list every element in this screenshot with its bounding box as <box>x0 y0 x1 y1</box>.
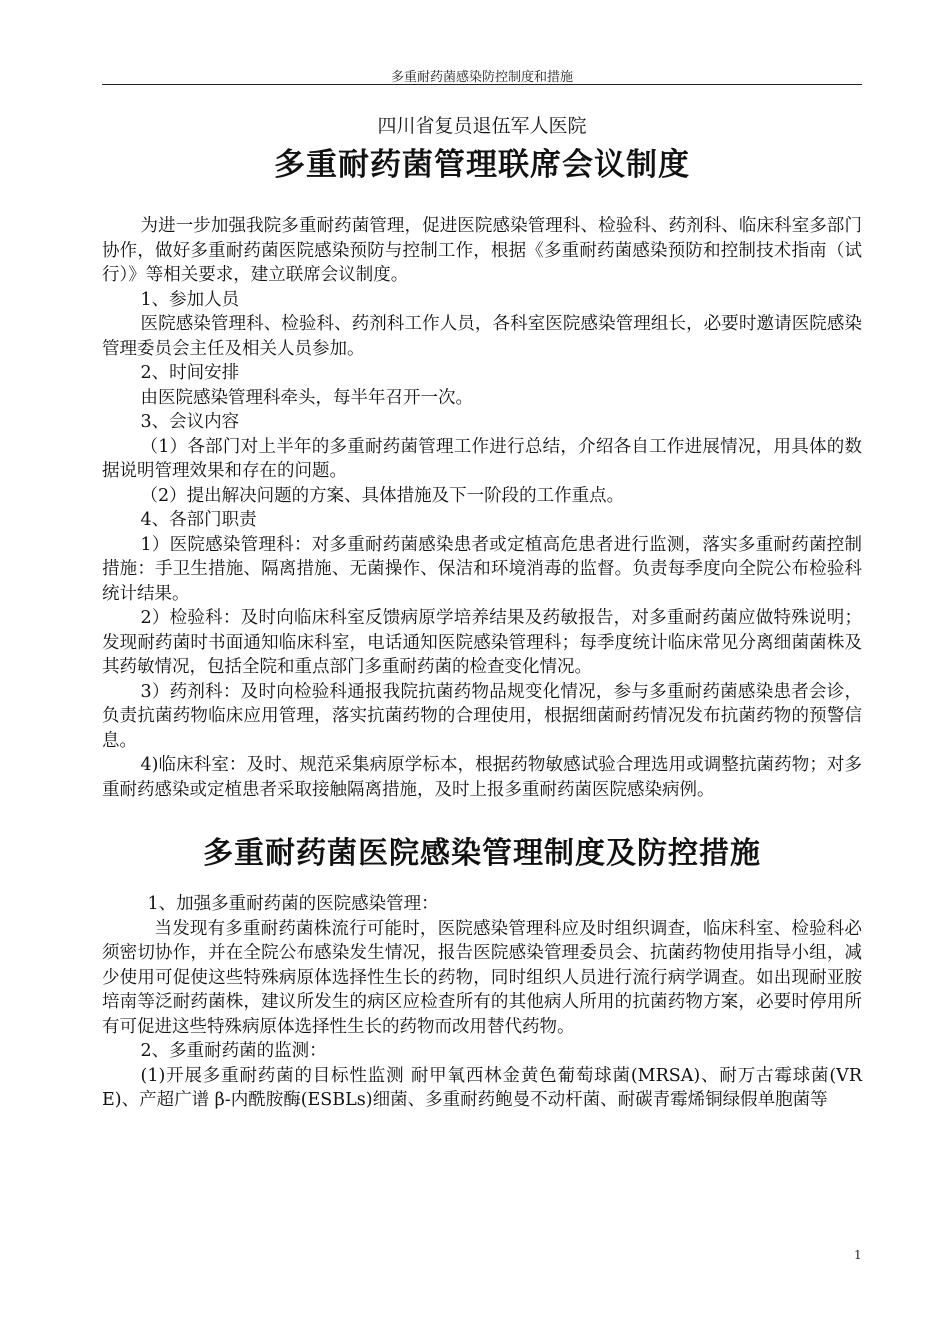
heading-duties: 4、各部门职责 <box>140 510 257 530</box>
paragraph: 3）药剂科：及时向检验科通报我院抗菌药物品规变化情况，参与多重耐药菌感染患者会诊，负责抗菌药物临床应用管理，落实抗菌药物的合理使用，根据细菌耐药情况发布抗菌药物的预警信息。 <box>102 681 862 751</box>
heading-meeting-content: 3、会议内容 <box>140 412 240 432</box>
paragraph: 医院感染管理科、检验科、药剂科工作人员，各科室医院感染管理组长，必要时邀请医院感染管理委员会主任及相关人员参加。 <box>102 314 862 359</box>
paragraph: 当发现有多重耐药菌株流行可能时，医院感染管理科应及时组织调查，临床科室、检验科必须密切协作，并在全院公布感染发生情况，报告医院感染管理委员会、抗菌药物使用指导小组，减少使用可促使这些特殊病原体选择性生长的药物，同时组织人员进行流行病学调查。如出现耐亚胺培南等泛耐药菌株，建议所发生的病区应检查所有的其他病人所用的抗菌药物方案，必要时停用所有可促进这些特殊病原体选择性生长的药物而改用替代药物。 <box>102 918 862 1037</box>
header-rule <box>102 84 862 85</box>
page-number: 1 <box>854 1248 862 1262</box>
paragraph: (1)开展多重耐药菌的目标性监测 耐甲氧西林金黄色葡萄球菌(MRSA)、耐万古霉球菌(VRE)、产超广谱 β-内酰胺酶(ESBLs)细菌、多重耐药鲍曼不动杆菌、耐碳青霉烯铜绿假单胞菌等 <box>102 1065 862 1110</box>
section2-body <box>102 892 862 1113</box>
section2-title: 多重耐药菌医院感染管理制度及防控措施 <box>203 836 761 871</box>
paragraph: 4)临床科室：及时、规范采集病原学标本，根据药物敏感试验合理选用或调整抗菌药物；对多重耐药感染或定植患者采取接触隔离措施，及时上报多重耐药菌医院感染病例。 <box>102 755 862 800</box>
heading-management: 1、加强多重耐药菌的医院感染管理： <box>147 894 439 914</box>
paragraph: （2）提出解决问题的方案、具体措施及下一阶段的工作重点。 <box>140 485 625 506</box>
section1-title: 多重耐药菌管理联席会议制度 <box>274 147 690 183</box>
paragraph: 由医院感染管理科牵头，每半年召开一次。 <box>140 387 473 408</box>
paragraph: 为进一步加强我院多重耐药菌管理，促进医院感染管理科、检验科、药剂科、临床科室多部门协作，做好多重耐药菌医院感染预防与控制工作，根据《多重耐药菌感染预防和控制技术指南（试行）》等相关要求，建立联席会议制度。 <box>102 216 862 285</box>
paragraph: 1）医院感染管理科：对多重耐药菌感染患者或定植高危患者进行监测，落实多重耐药菌控制措施：手卫生措施、隔离措施、无菌操作、保洁和环境消毒的监督。负责每季度向全院公布检验科统计结果。 <box>102 534 862 604</box>
heading-schedule: 2、时间安排 <box>140 363 240 383</box>
paragraph: 2）检验科：及时向临床科室反馈病原学培养结果及药敏报告，对多重耐药菌应做特殊说明；发现耐药菌时书面通知临床科室，电话通知医院感染管理科；每季度统计临床常见分离细菌菌株及其药敏情况，包括全院和重点部门多重耐药菌的检查变化情况。 <box>102 608 862 677</box>
paragraph: （1）各部门对上半年的多重耐药菌管理工作进行总结，介绍各自工作进展情况，用具体的数据说明管理效果和存在的问题。 <box>102 436 862 481</box>
document-body <box>102 113 862 1113</box>
hospital-name: 四川省复员退伍军人医院 <box>377 115 587 137</box>
heading-monitoring: 2、多重耐药菌的监测： <box>140 1041 327 1061</box>
heading-participants: 1、参加人员 <box>140 289 240 310</box>
running-header: 多重耐药菌感染防控制度和措施 <box>390 70 573 85</box>
section1-body <box>102 214 862 802</box>
